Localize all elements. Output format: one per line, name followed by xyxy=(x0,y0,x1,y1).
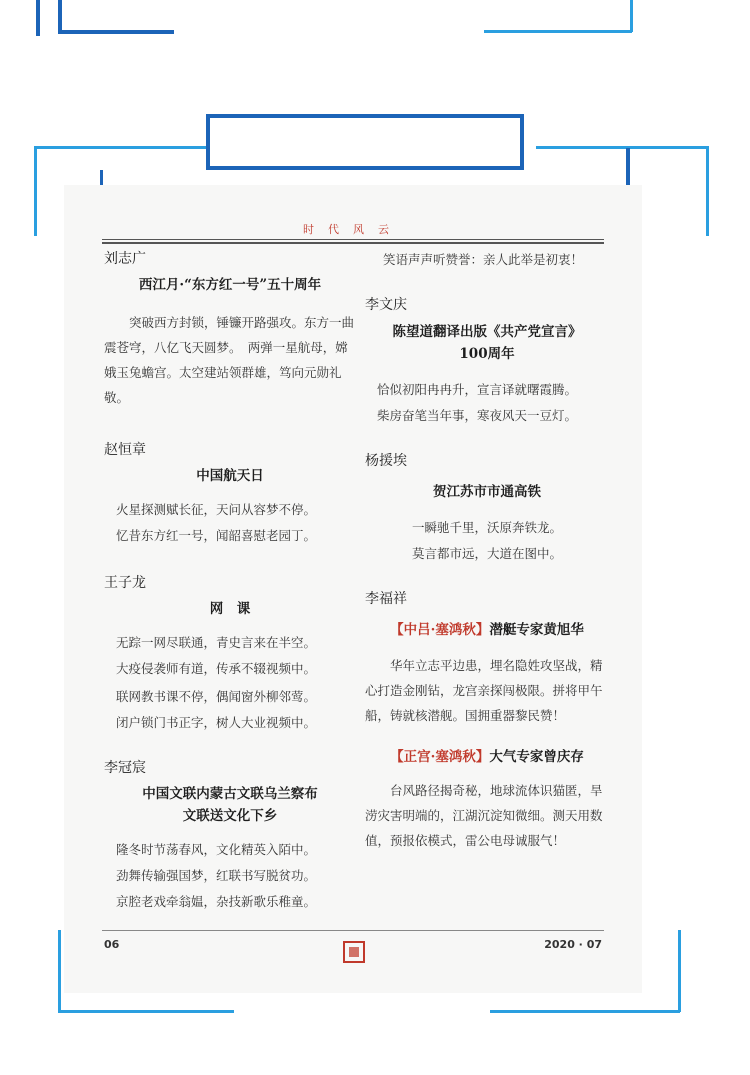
poem-author: 李文庆 xyxy=(365,297,407,313)
frame-right-top-h xyxy=(536,146,708,149)
frame-left-top-h xyxy=(34,146,206,149)
poem-title: 贺江苏市市通高铁 xyxy=(433,484,541,500)
right-column xyxy=(365,249,609,853)
seal-stamp xyxy=(343,941,365,963)
poem-line: 一瞬驰千里，沃原奔铁龙。 xyxy=(411,520,562,535)
frame-top-right-vertical xyxy=(630,0,633,32)
poem-title: 大气专家曾庆存 xyxy=(489,749,584,765)
poem-author: 赵恒章 xyxy=(104,442,146,458)
frame-left-v xyxy=(34,146,37,236)
frame-top-left-stub xyxy=(58,0,62,34)
poem-author: 刘志广 xyxy=(104,251,146,267)
poem-line: 忆昔东方红一号，闻韶喜慰老园丁。 xyxy=(116,528,317,543)
left-column xyxy=(104,249,356,913)
poem-line: 闭户锁门书正字，树人大业视频中。 xyxy=(116,715,317,730)
poem-line: 劲舞传输强国梦，红联书写脱贫功。 xyxy=(116,868,317,883)
page-header: 时代风云 xyxy=(303,223,403,236)
title-box xyxy=(206,114,524,170)
poem-title: 陈望道翻译出版《共产党宣言》 100周年 xyxy=(392,324,582,362)
poem-title-row xyxy=(365,746,609,768)
poem-line: 联网教书课不停，偶闻窗外柳邻莺。 xyxy=(116,689,317,704)
qupai-title: 【中吕·塞鸿秋】 xyxy=(390,622,490,638)
issue-number: 2020 · 07 xyxy=(544,938,602,951)
poem-author: 李福祥 xyxy=(365,591,407,607)
poem-title: 中国航天日 xyxy=(196,468,264,484)
footer-rule xyxy=(102,930,604,931)
poem-author: 王子龙 xyxy=(104,575,146,591)
header-rule xyxy=(102,239,604,240)
frame-bottom-left-h xyxy=(58,1010,234,1013)
poem-title: 潜艇专家黄旭华 xyxy=(489,622,584,638)
poem-line: 莫言都市远，大道在图中。 xyxy=(411,546,562,561)
header-rule-thick xyxy=(102,242,604,244)
poem-line: 柴房奋笔当年事，寒夜风天一豆灯。 xyxy=(377,408,578,423)
poem-author: 杨援埃 xyxy=(365,453,407,469)
frame-bottom-right-v xyxy=(678,930,681,1012)
poem-title: 中国文联内蒙古文联乌兰察布 文联送文化下乡 xyxy=(142,786,318,824)
frame-top-left-vertical xyxy=(36,0,40,36)
poem-line: 无踪一网尽联通，青史言来在半空。 xyxy=(116,635,317,650)
poem-author: 李冠宸 xyxy=(104,760,146,776)
poem-line: 京腔老戏牵翁媪，杂技新歌乐稚童。 xyxy=(116,894,317,909)
poem-title: 网 课 xyxy=(209,601,251,617)
frame-bottom-right-h xyxy=(490,1010,680,1013)
poem-line: 大疫侵袭师有道，传承不辍视频中。 xyxy=(116,661,317,676)
poem-line: 恰似初阳冉冉升，宣言译就曙霞腾。 xyxy=(377,382,578,397)
magazine-page xyxy=(64,185,642,993)
poem-title: 西江月·“东方红一号”五十周年 xyxy=(138,277,322,293)
frame-right-v xyxy=(706,146,709,236)
page-number: 06 xyxy=(104,938,120,951)
poem-body: 突破西方封锁，锤镰开路强攻。东方一曲震苍穹，八亿飞天圆梦。 两弹一星航母，嫦娥玉兔蟾宫。太空建站领群雄，笃向元勋礼敬。 xyxy=(104,315,355,405)
poem-line: 火星探测赋长征，天问从容梦不停。 xyxy=(116,502,317,517)
frame-top-left-horizontal xyxy=(58,30,174,34)
frame-top-right-horizontal xyxy=(484,30,632,33)
poem-line: 隆冬时节荡春风，文化精英入陌中。 xyxy=(116,842,317,857)
poem-title-row xyxy=(365,619,609,641)
poem-body: 华年立志平边患，埋名隐姓攻坚战，精心打造金刚钻，龙宫亲探闯极限。拼将甲午船，铸就核潜舰。国拥重器黎民赞！ xyxy=(365,658,603,723)
poem-line: 笑语声声听赞誉：亲人此举是初衷！ xyxy=(383,252,584,267)
qupai-title: 【正宫·塞鸿秋】 xyxy=(390,749,490,765)
poem-body: 台风路径揭奇秘，地球流体识猫匿，旱涝灾害明端的，江湖沉淀知微细。测天用数值，预报依模式，雷公电母诚服气！ xyxy=(365,783,603,848)
frame-bottom-left-v xyxy=(58,930,61,1012)
